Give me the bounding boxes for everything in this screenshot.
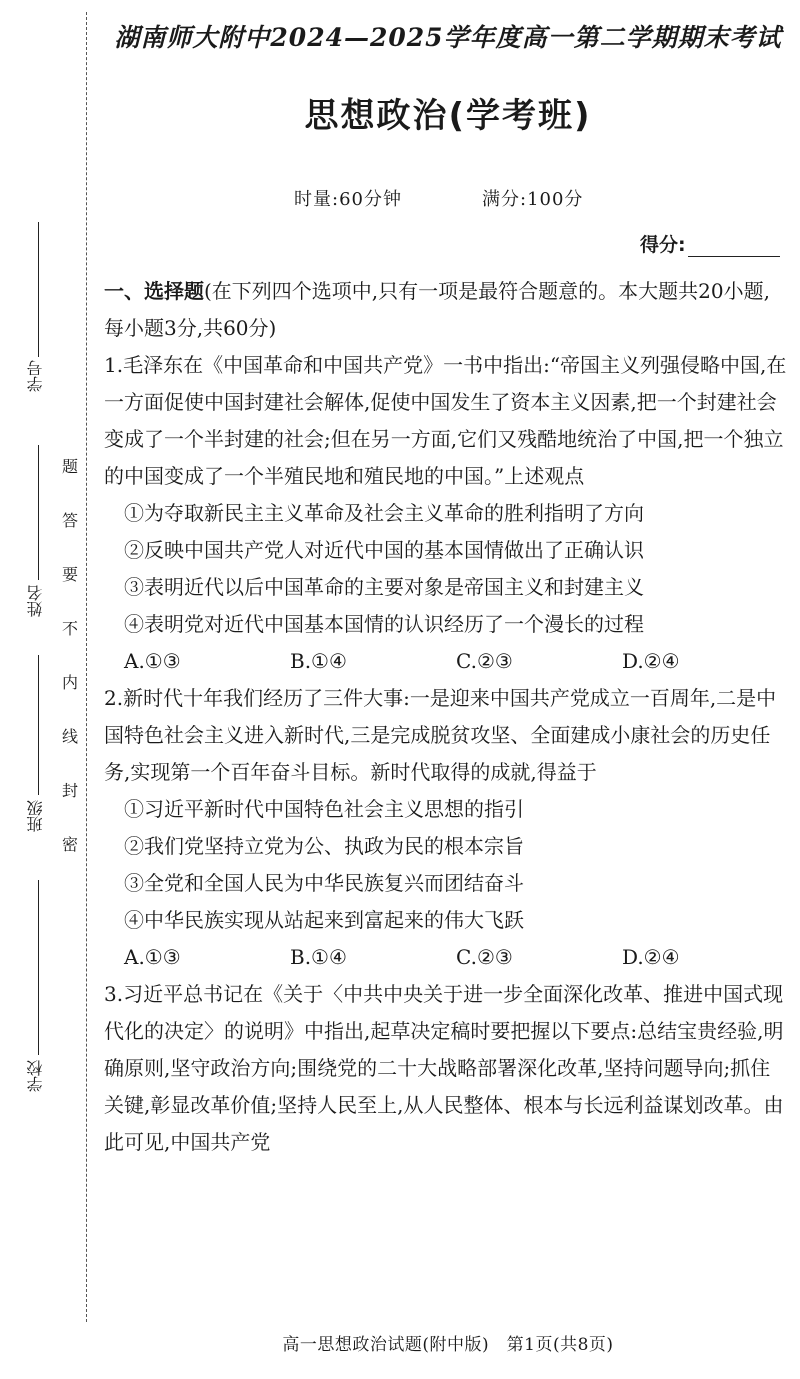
- name-line[interactable]: [38, 445, 39, 580]
- question-1-choices: [104, 643, 788, 680]
- seal-char: 要: [61, 565, 78, 584]
- score-input-line[interactable]: [688, 236, 780, 257]
- seal-char: 封: [61, 781, 78, 800]
- field-label-name: 姓名: [26, 585, 45, 617]
- seal-notice: [58, 455, 82, 887]
- seal-char: 密: [61, 835, 78, 854]
- question-2-stem: 2.新时代十年我们经历了三件大事:一是迎来中国共产党成立一百周年,二是中国特色社会主义进入新时代,三是完成脱贫攻坚、全面建成小康社会的历史任务,实现第一个百年奋斗目标。新时代取得的成就,得益于: [104, 686, 777, 784]
- seal-dashed-line: [86, 12, 87, 1322]
- score-label: 得分:: [640, 234, 686, 256]
- student-id-line[interactable]: [38, 222, 39, 357]
- seal-char: 内: [61, 673, 78, 692]
- subject-title: 思想政治(学考班): [304, 96, 592, 136]
- question-body: [104, 273, 788, 1161]
- choice-c[interactable]: C.②③: [456, 649, 513, 673]
- question-1-option: ④表明党对近代中国基本国情的认识经历了一个漫长的过程: [124, 612, 644, 636]
- field-label-school: 学校: [26, 1060, 45, 1092]
- full-score: 满分:100分: [482, 189, 584, 210]
- page-footer: 高一思想政治试题(附中版) 第1页(共8页): [282, 1335, 614, 1355]
- question-2-option: ④中华民族实现从站起来到富起来的伟大飞跃: [124, 908, 524, 932]
- section-heading: [104, 273, 788, 347]
- question-2-choices: [104, 939, 788, 976]
- seal-char: 不: [61, 619, 78, 638]
- choice-d[interactable]: D.②④: [622, 649, 680, 673]
- choice-a[interactable]: A.①③: [124, 649, 181, 673]
- question-2-option: ②我们党坚持立党为公、执政为民的根本宗旨: [124, 834, 524, 858]
- binding-margin: [0, 0, 86, 1379]
- question-1-option: ②反映中国共产党人对近代中国的基本国情做出了正确认识: [124, 538, 644, 562]
- choice-b[interactable]: B.①④: [290, 649, 347, 673]
- section-instruction: (在下列四个选项中,只有一项是最符合题意的。本大题共20小题,每小题3分,共60分): [104, 279, 770, 340]
- question-1-option: ③表明近代以后中国革命的主要对象是帝国主义和封建主义: [124, 575, 644, 599]
- question-3-stem: 3.习近平总书记在《关于〈中共中央关于进一步全面深化改革、推进中国式现代化的决定〉的说明》中指出,起草决定稿时要把握以下要点:总结宝贵经验,明确原则,坚守政治方向;围绕党的二十大战略部署深化改革,坚持问题导向;抓住关键,彰显改革价值;坚持人民至上,从人民整体、根本与长远利益谋划改革。由此可见,中国共产党: [104, 982, 784, 1154]
- choice-c[interactable]: C.②③: [456, 945, 513, 969]
- question-1-option: ①为夺取新民主主义革命及社会主义革命的胜利指明了方向: [124, 501, 644, 525]
- question-2-option: ③全党和全国人民为中华民族复兴而团结奋斗: [124, 871, 524, 895]
- choice-d[interactable]: D.②④: [622, 945, 680, 969]
- choice-a[interactable]: A.①③: [124, 945, 181, 969]
- question-1-stem: 1.毛泽东在《中国革命和中国共产党》一书中指出:“帝国主义列强侵略中国,在一方面促使中国封建社会解体,促使中国发生了资本主义因素,把一个封建社会变成了一个半封建的社会;但在另一方面,它们又残酷地统治了中国,把一个独立的中国变成了一个半殖民地和殖民地的中国。”上述观点: [104, 353, 787, 488]
- exam-title: 湖南师大附中2024—2025学年度高一第二学期期末考试: [114, 23, 782, 52]
- field-label-student-id: 学号: [26, 360, 45, 392]
- class-line[interactable]: [38, 655, 39, 795]
- school-line[interactable]: [38, 880, 39, 1055]
- exam-time: 时量:60分钟: [294, 189, 402, 210]
- seal-char: 答: [61, 511, 78, 530]
- choice-b[interactable]: B.①④: [290, 945, 347, 969]
- question-2-option: ①习近平新时代中国特色社会主义思想的指引: [124, 797, 524, 821]
- seal-char: 线: [61, 727, 78, 746]
- score-field: [640, 230, 780, 257]
- field-label-class: 班级: [26, 800, 45, 832]
- section-title: 一、选择题: [104, 279, 204, 303]
- seal-char: 题: [61, 457, 78, 476]
